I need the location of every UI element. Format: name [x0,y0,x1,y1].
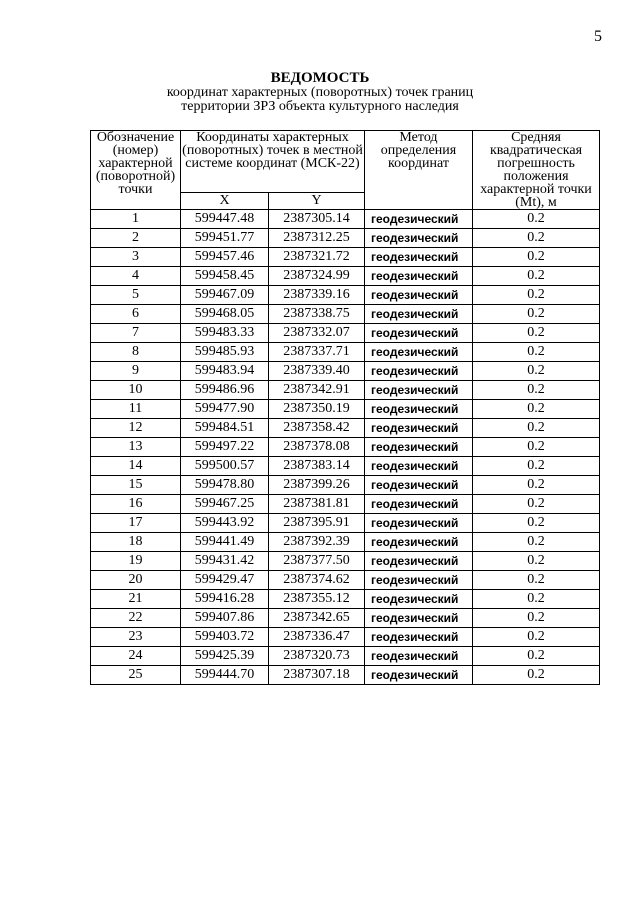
cell-point-number: 23 [91,628,181,647]
cell-error: 0.2 [473,362,600,381]
cell-method: геодезический [365,628,473,647]
table-row [91,210,600,229]
cell-error: 0.2 [473,495,600,514]
table-row [91,267,600,286]
table-row [91,248,600,267]
cell-x: 599458.45 [181,267,269,286]
cell-point-number: 25 [91,666,181,685]
cell-x: 599484.51 [181,419,269,438]
cell-y: 2387350.19 [269,400,365,419]
cell-point-number: 11 [91,400,181,419]
cell-y: 2387377.50 [269,552,365,571]
cell-y: 2387312.25 [269,229,365,248]
cell-x: 599425.39 [181,647,269,666]
cell-y: 2387392.39 [269,533,365,552]
cell-point-number: 12 [91,419,181,438]
cell-x: 599441.49 [181,533,269,552]
cell-point-number: 22 [91,609,181,628]
cell-method: геодезический [365,609,473,628]
cell-y: 2387339.40 [269,362,365,381]
table-row [91,229,600,248]
title-block [0,70,640,114]
page-number: 5 [594,28,602,45]
cell-x: 599500.57 [181,457,269,476]
cell-x: 599468.05 [181,305,269,324]
cell-method: геодезический [365,229,473,248]
cell-error: 0.2 [473,267,600,286]
cell-error: 0.2 [473,305,600,324]
cell-method: геодезический [365,267,473,286]
cell-x: 599416.28 [181,590,269,609]
cell-point-number: 14 [91,457,181,476]
cell-x: 599485.93 [181,343,269,362]
cell-point-number: 20 [91,571,181,590]
table-row [91,286,600,305]
cell-x: 599497.22 [181,438,269,457]
cell-point-number: 7 [91,324,181,343]
table-row [91,571,600,590]
table-row [91,400,600,419]
header-method: Метод определения координат [365,131,473,210]
cell-method: геодезический [365,419,473,438]
cell-y: 2387307.18 [269,666,365,685]
cell-error: 0.2 [473,400,600,419]
cell-method: геодезический [365,457,473,476]
cell-error: 0.2 [473,609,600,628]
table-row [91,552,600,571]
cell-y: 2387374.62 [269,571,365,590]
table-row [91,590,600,609]
cell-error: 0.2 [473,590,600,609]
cell-y: 2387378.08 [269,438,365,457]
cell-method: геодезический [365,590,473,609]
table-row [91,666,600,685]
cell-x: 599467.25 [181,495,269,514]
cell-x: 599431.42 [181,552,269,571]
document-subtitle-line-1: координат характерных (поворотных) точек границ [166,85,474,100]
cell-point-number: 15 [91,476,181,495]
document-title: ВЕДОМОСТЬ [270,70,370,86]
cell-x: 599443.92 [181,514,269,533]
cell-method: геодезический [365,514,473,533]
header-x: X [181,192,269,209]
cell-x: 599451.77 [181,229,269,248]
table-row [91,362,600,381]
table-row [91,457,600,476]
cell-y: 2387324.99 [269,267,365,286]
table-row [91,324,600,343]
cell-y: 2387336.47 [269,628,365,647]
cell-error: 0.2 [473,476,600,495]
cell-x: 599483.94 [181,362,269,381]
cell-point-number: 16 [91,495,181,514]
cell-point-number: 9 [91,362,181,381]
table-row [91,533,600,552]
cell-x: 599407.86 [181,609,269,628]
cell-x: 599478.80 [181,476,269,495]
cell-point-number: 5 [91,286,181,305]
cell-error: 0.2 [473,229,600,248]
cell-point-number: 1 [91,210,181,229]
cell-error: 0.2 [473,533,600,552]
cell-error: 0.2 [473,324,600,343]
table-row [91,381,600,400]
table-row [91,628,600,647]
cell-point-number: 17 [91,514,181,533]
cell-point-number: 21 [91,590,181,609]
cell-x: 599447.48 [181,210,269,229]
cell-method: геодезический [365,571,473,590]
cell-method: геодезический [365,438,473,457]
cell-point-number: 13 [91,438,181,457]
table-row [91,343,600,362]
cell-method: геодезический [365,210,473,229]
cell-method: геодезический [365,533,473,552]
coordinates-table [90,130,600,685]
cell-method: геодезический [365,343,473,362]
cell-x: 599467.09 [181,286,269,305]
table-body [91,210,600,685]
cell-x: 599444.70 [181,666,269,685]
cell-point-number: 6 [91,305,181,324]
cell-point-number: 10 [91,381,181,400]
cell-y: 2387339.16 [269,286,365,305]
cell-point-number: 8 [91,343,181,362]
cell-method: геодезический [365,381,473,400]
cell-error: 0.2 [473,286,600,305]
cell-x: 599477.90 [181,400,269,419]
cell-error: 0.2 [473,666,600,685]
cell-error: 0.2 [473,571,600,590]
cell-y: 2387395.91 [269,514,365,533]
cell-method: геодезический [365,552,473,571]
cell-x: 599483.33 [181,324,269,343]
cell-y: 2387305.14 [269,210,365,229]
cell-point-number: 18 [91,533,181,552]
cell-y: 2387358.42 [269,419,365,438]
cell-method: геодезический [365,476,473,495]
cell-y: 2387321.72 [269,248,365,267]
table-row [91,419,600,438]
cell-error: 0.2 [473,457,600,476]
cell-method: геодезический [365,400,473,419]
table-row [91,305,600,324]
cell-y: 2387320.73 [269,647,365,666]
cell-error: 0.2 [473,248,600,267]
cell-method: геодезический [365,666,473,685]
cell-y: 2387332.07 [269,324,365,343]
cell-y: 2387338.75 [269,305,365,324]
cell-x: 599457.46 [181,248,269,267]
cell-method: геодезический [365,305,473,324]
table-row [91,476,600,495]
cell-y: 2387381.81 [269,495,365,514]
table-row [91,495,600,514]
document-subtitle-line-2: территории ЗРЗ объекта культурного наследия [181,99,459,114]
table-row [91,647,600,666]
cell-y: 2387337.71 [269,343,365,362]
cell-method: геодезический [365,362,473,381]
cell-method: геодезический [365,286,473,305]
cell-x: 599429.47 [181,571,269,590]
cell-point-number: 4 [91,267,181,286]
cell-error: 0.2 [473,552,600,571]
cell-error: 0.2 [473,628,600,647]
cell-error: 0.2 [473,210,600,229]
cell-method: геодезический [365,324,473,343]
cell-method: геодезический [365,495,473,514]
cell-error: 0.2 [473,381,600,400]
cell-point-number: 3 [91,248,181,267]
cell-y: 2387355.12 [269,590,365,609]
cell-point-number: 19 [91,552,181,571]
cell-y: 2387342.65 [269,609,365,628]
cell-y: 2387383.14 [269,457,365,476]
cell-error: 0.2 [473,438,600,457]
table-row [91,609,600,628]
cell-error: 0.2 [473,647,600,666]
cell-method: геодезический [365,248,473,267]
cell-method: геодезический [365,647,473,666]
cell-error: 0.2 [473,343,600,362]
cell-x: 599486.96 [181,381,269,400]
cell-point-number: 24 [91,647,181,666]
header-point: Обозначение (номер) характерной (поворотной) точки [91,131,181,210]
header-coordinates: Координаты характерных (поворотных) точек в местной системе координат (МСК-22) [181,131,365,193]
cell-error: 0.2 [473,419,600,438]
header-y: Y [269,192,365,209]
cell-error: 0.2 [473,514,600,533]
cell-y: 2387342.91 [269,381,365,400]
cell-x: 599403.72 [181,628,269,647]
table-row [91,514,600,533]
header-error: Средняя квадратическая погрешность положения характерной точки (Mt), м [473,131,600,210]
table-row [91,438,600,457]
cell-y: 2387399.26 [269,476,365,495]
cell-point-number: 2 [91,229,181,248]
